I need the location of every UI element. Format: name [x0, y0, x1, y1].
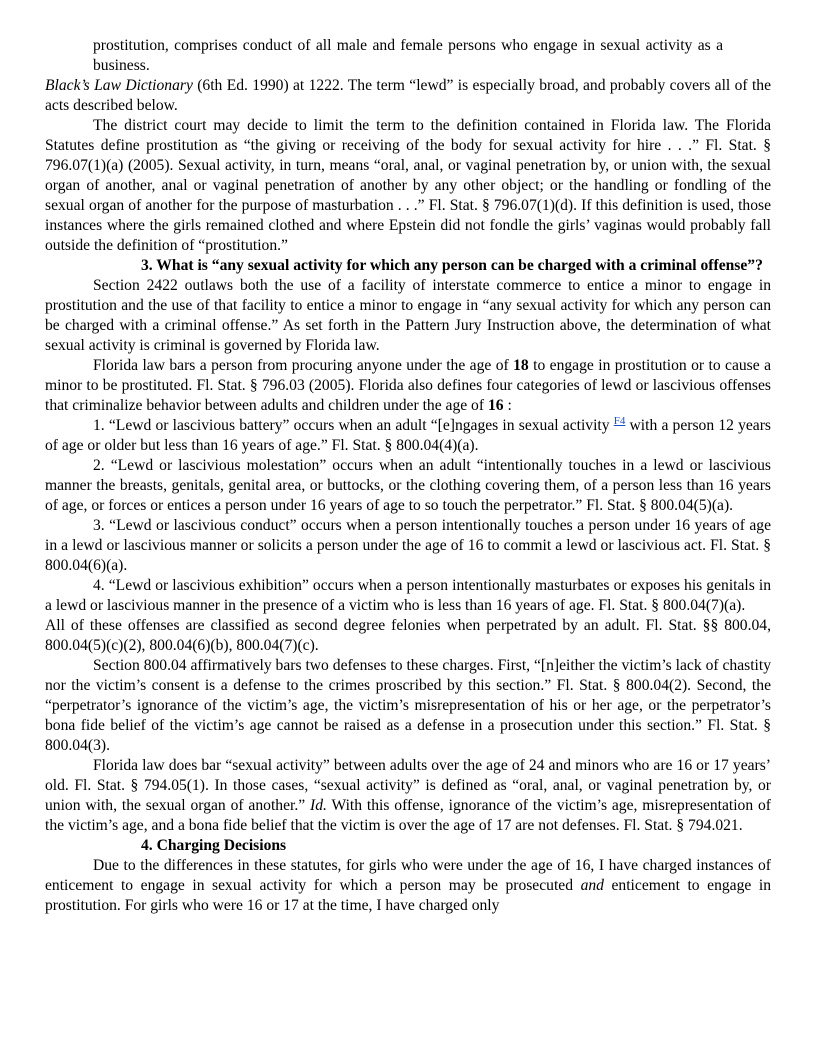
paragraph-text-a: Due to the differences in these statutes, for girls who were under the age of 16, I have charged instances of enticement to engage in sexual activity for which a person may be prosecuted — [45, 857, 771, 894]
citation-text: (6th Ed. 1990) at 1222. The term “lewd” is especially broad, and probably covers all of the acts described below. — [45, 77, 771, 114]
block-quote-text: prostitution, comprises conduct of all male and female persons who engage in sexual activity as a business. — [93, 37, 723, 74]
paragraph-district-court — [45, 116, 771, 256]
paragraph-florida-bars — [45, 356, 771, 416]
section-heading-3 — [45, 256, 771, 276]
list-item-lewd-molestation — [45, 456, 771, 516]
paragraph-text: All of these offenses are classified as second degree felonies when perpetrated by an adult. Fl. Stat. §§ 800.04, 800.04(5)(c)(2), 800.04(6)(b), 800.04(7)(c). — [45, 617, 771, 654]
item-text-b: with a person 12 years of age or older but less than 16 years of age.” Fl. Stat. § 800.04(4)(a). — [45, 417, 771, 454]
list-item-lewd-conduct — [45, 516, 771, 576]
paragraph-felonies — [45, 616, 771, 656]
list-item-lewd-exhibition — [45, 576, 771, 616]
paragraph-section-800-04 — [45, 656, 771, 756]
citation-blacks-law — [45, 76, 771, 116]
item-text-a: 1. “Lewd or lascivious battery” occurs when an adult “[e]ngages in sexual activity — [93, 417, 614, 434]
footnote-link-f4[interactable]: F4 — [613, 414, 626, 427]
item-text: 3. “Lewd or lascivious conduct” occurs when a person intentionally touches a person under 16 years of age in a lewd or lascivious manner or solicits a person under the age of 16 to commit a lewd or lascivious act. Fl. Stat. § 800.04(6)(a). — [45, 517, 771, 574]
list-item-lewd-battery — [45, 416, 771, 456]
citation-title: Black’s Law Dictionary — [45, 77, 193, 94]
item-text: 4. “Lewd or lascivious exhibition” occurs when a person intentionally masturbates or exposes his genitals in a lewd or lascivious manner in the presence of a victim who is less than 16 years of age. Fl. Stat. § 800.04(7)(a). — [45, 577, 771, 614]
id-citation: Id. — [310, 797, 327, 814]
paragraph-text: Section 2422 outlaws both the use of a facility of interstate commerce to entice a minor to engage in prostitution and the use of that facility to entice a minor to engage in “any sexual activity for which any person can be charged with a criminal offense.” As set forth in the Pattern Jury Instruction above, the determination of what sexual activity is criminal is governed by Florida law. — [45, 277, 771, 354]
block-quote — [93, 36, 723, 76]
section-heading-4 — [45, 836, 771, 856]
paragraph-section-2422 — [45, 276, 771, 356]
heading-text: 3. What is “any sexual activity for which any person can be charged with a criminal offense”? — [141, 257, 763, 274]
heading-text: 4. Charging Decisions — [141, 837, 287, 854]
item-text: 2. “Lewd or lascivious molestation” occurs when an adult “intentionally touches in a lewd or lascivious manner the breasts, genitals, genital area, or buttocks, or the clothing covering them, of a person less than 16 years of age, or forces or entices a person under 16 years of age to so touch the perpetrator.” Fl. Stat. § 800.04(5)(a). — [45, 457, 771, 514]
age-18: 18 — [513, 357, 529, 374]
paragraph-section-794 — [45, 756, 771, 836]
paragraph-text-c: : — [503, 397, 512, 414]
document-page — [45, 36, 771, 916]
age-16: 16 — [487, 397, 504, 414]
paragraph-charging — [45, 856, 771, 916]
paragraph-text-b: enticement to engage in prostitution. For girls who were 16 or 17 at the time, I have charged only — [45, 877, 771, 914]
paragraph-text-b: With this offense, ignorance of the victim’s age, misrepresentation of the victim’s age, and a bona fide belief that the victim is over the age of 17 are not defenses. Fl. Stat. § 794.021. — [45, 797, 771, 834]
paragraph-text: Section 800.04 affirmatively bars two defenses to these charges. First, “[n]either the victim’s lack of chastity nor the victim’s consent is a defense to the crimes proscribed by this section.” Fl. Stat. § 800.04(2). Second, the “perpetrator’s ignorance of the victim’s age, the victim’s misrepresentation of his or her age, or the perpetrator’s bona fide belief of the victim’s age cannot be raised as a defense in a prosecution under this section.” Fl. Stat. § 800.04(3). — [45, 657, 771, 754]
paragraph-text-a: Florida law bars a person from procuring anyone under the age of — [93, 357, 514, 374]
paragraph-text: The district court may decide to limit the term to the definition contained in Florida law. The Florida Statutes define prostitution as “the giving or receiving of the body for sexual activity for hire . . .” Fl. Stat. § 796.07(1)(a) (2005). Sexual activity, in turn, means “oral, anal, or vaginal penetration by, or union with, the sexual organ of another, anal or vaginal penetration of another by any other object; or the handling or fondling of the sexual organ of another for the purpose of masturbation . . .” Fl. Stat. § 796.07(1)(d). If this definition is used, those instances where the girls remained clothed and where Epstein did not fondle the girls’ vaginas would probably fall outside the definition of “prostitution.” — [45, 117, 771, 254]
emphasis-and: and — [580, 877, 604, 894]
paragraph-text-b: to engage in prostitution or to cause a minor to be prostituted. Fl. Stat. § 796.03 (2005). Florida also defines four categories of lewd or lascivious offenses that criminalize behavior between adults and children under the age of — [45, 357, 771, 414]
paragraph-text-a: Florida law does bar “sexual activity” between adults over the age of 24 and minors who are 16 or 17 years’ old. Fl. Stat. § 794.05(1). In those cases, “sexual activity” is defined as “oral, anal, or vaginal penetration by, or union with, the sexual organ of another.” — [45, 757, 771, 814]
